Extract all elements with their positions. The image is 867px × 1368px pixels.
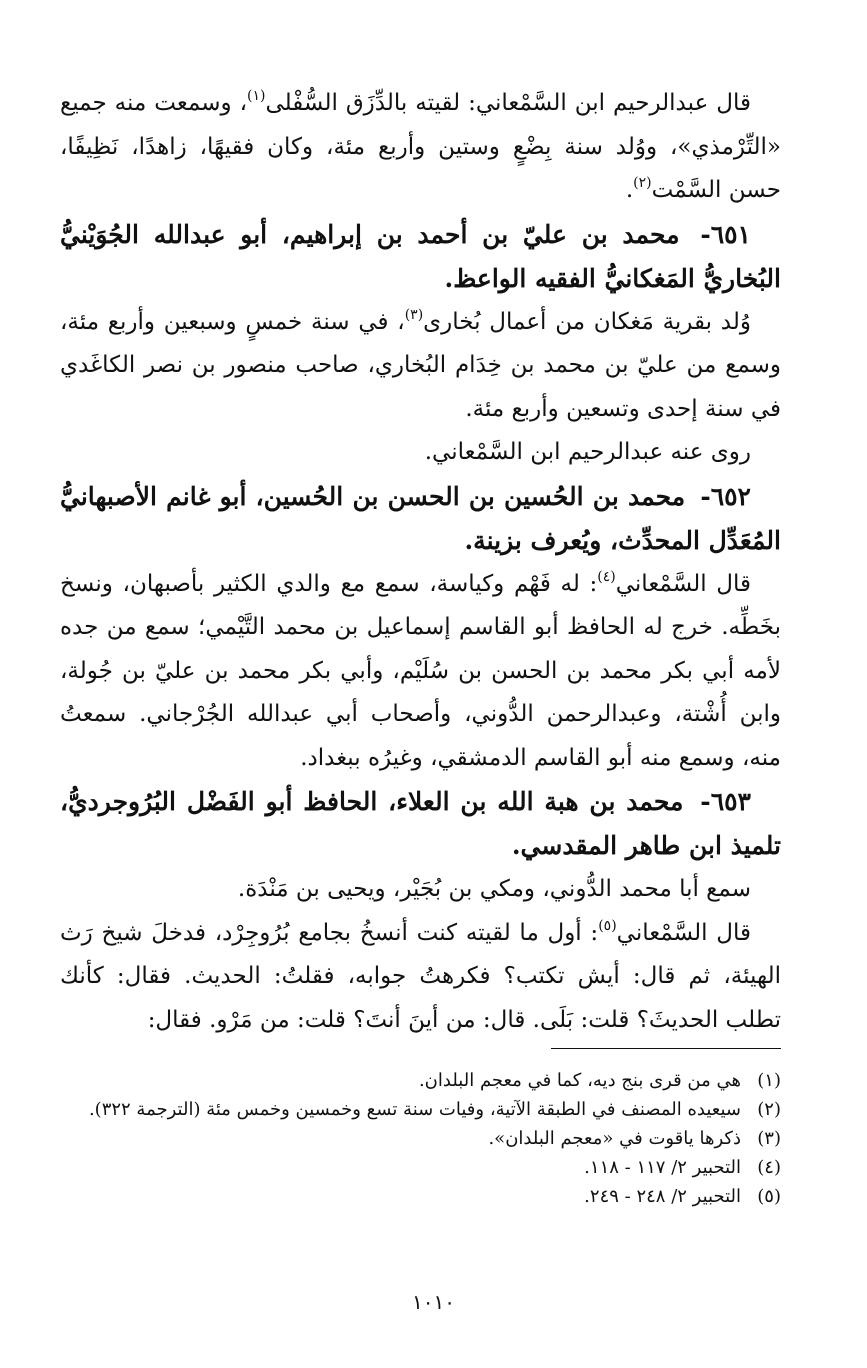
entry-name: محمد بن الحُسين بن الحسن بن الحُسين، أبو غانم الأصبهانيُّ المُعَدِّل المحدِّث، ويُعرف بزينة. (60, 481, 781, 555)
footnote-ref[interactable]: (٤) (597, 568, 616, 585)
paragraph (60, 82, 781, 213)
footnote-text: التحبير ٢/ ٢٤٨ - ٢٤٩. (584, 1186, 741, 1207)
paragraph (60, 912, 781, 1043)
entry-name: محمد بن هبة الله بن العلاء، الحافظ أبو الفَضْل البُرُوجرديُّ، تلميذ ابن طاهر المقدسي. (60, 787, 781, 860)
footnote-ref[interactable]: (٢) (633, 175, 652, 191)
entry-heading (60, 213, 781, 301)
entry-number: ٦٥٢- (700, 481, 751, 511)
footnote-text: التحبير ٢/ ١١٧ - ١١٨. (584, 1157, 741, 1178)
footnote-number: (١) (757, 1070, 781, 1091)
paragraph (60, 301, 781, 432)
text-run: وُلد بقرية مَغكان من أعمال بُخارى (423, 308, 751, 335)
text-run: قال السَّمْعاني (615, 570, 751, 597)
footnote (60, 1066, 781, 1095)
footnote-number: (٥) (757, 1186, 781, 1207)
paragraph: سمع أبا محمد الدُّوني، ومكي بن بُجَيْر، ويحيى بن مَنْدَة. (237, 876, 751, 902)
text-run: ، في سنة خمسٍ وسبعين وأربع مئة، وسمع من عليّ بن محمد بن خِدَام البُخاري، صاحب منصور بن نصر الكاغَدي في سنة إحدى وتسعين وأربع مئة. (60, 308, 781, 422)
entry-heading (60, 780, 781, 868)
text-run: : أول ما لقيته كنت أنسخُ بجامع بُرُوجِرْد، فدخلَ شيخ رَث الهيئة، ثم قال: أيش تكتب؟ فكرهتُ جوابه، فقلتُ: الحديث. فقال: كأنك تطلب الحديثَ؟ قلت: بَلَى. قال: من أينَ أنتَ؟ قلت: من مَرْو. فقال: (60, 919, 781, 1033)
footnote (60, 1153, 781, 1182)
footnote-text: سيعيده المصنف في الطبقة الآتية، وفيات سنة تسع وخمسين وخمس مئة (الترجمة ٣٢٢). (88, 1099, 741, 1120)
footnote-ref[interactable]: (٥) (598, 917, 617, 934)
text-run: . (625, 177, 634, 203)
entry-number: ٦٥٣- (700, 787, 751, 816)
footnote-text: هي من قرى بنج ديه، كما في معجم البلدان. (418, 1070, 741, 1091)
text-run: قال السَّمْعاني (616, 919, 751, 946)
entry-heading (60, 475, 781, 563)
footnote (60, 1095, 781, 1124)
footnote-text: ذكرها ياقوت في «معجم البلدان». (488, 1128, 741, 1149)
footnote-separator (551, 1048, 781, 1049)
footnote-number: (٢) (757, 1099, 781, 1120)
footnote (60, 1124, 781, 1153)
main-text (60, 82, 781, 1042)
entry-number: ٦٥١- (700, 219, 751, 249)
page-number: ١٠١٠ (412, 1290, 455, 1314)
text-run: ، وسمعت منه جميع «التِّرْمذي»، ووُلد سنة بِضْعٍ وستين وأربع مئة، وكان فقيهًا، زاهدًا، نَظِيفًا، حسن السَّمْت (60, 90, 781, 203)
footnote-ref[interactable]: (١) (247, 88, 266, 104)
footnote-number: (٣) (757, 1128, 781, 1149)
footnotes (60, 1066, 781, 1211)
paragraph (60, 563, 781, 781)
footnote-ref[interactable]: (٣) (404, 306, 424, 323)
entry-name: محمد بن عليّ بن أحمد بن إبراهيم، أبو عبدالله الجُوَيْنيُّ البُخاريُّ المَغكانيُّ الفقيه الواعظ. (60, 219, 781, 293)
text-run: : له فَهْم وكياسة، سمع مع والدي الكثير بأصبهان، ونسخ بخَطِّه. خرج له الحافظ أبو القاسم إسماعيل بن محمد التَّيْمي؛ سمع من جده لأمه أبي بكر محمد بن الحسن بن سُلَيْم، وأبي بكر محمد بن عليّ بن جُولة، وابن أُشْتة، وعبدالرحمن الدُّوني، وأصحاب أبي عبدالله الجُرْجاني. سمعتُ منه، وسمع منه أبو القاسم الدمشقي، وغيرُه ببغداد. (60, 570, 781, 771)
footnote (60, 1182, 781, 1211)
paragraph: روى عنه عبدالرحيم ابن السَّمْعاني. (424, 439, 751, 465)
text-run: قال عبدالرحيم ابن السَّمْعاني: لقيته بالدِّزَق السُّفْلى (265, 90, 751, 116)
footnote-number: (٤) (757, 1157, 781, 1178)
